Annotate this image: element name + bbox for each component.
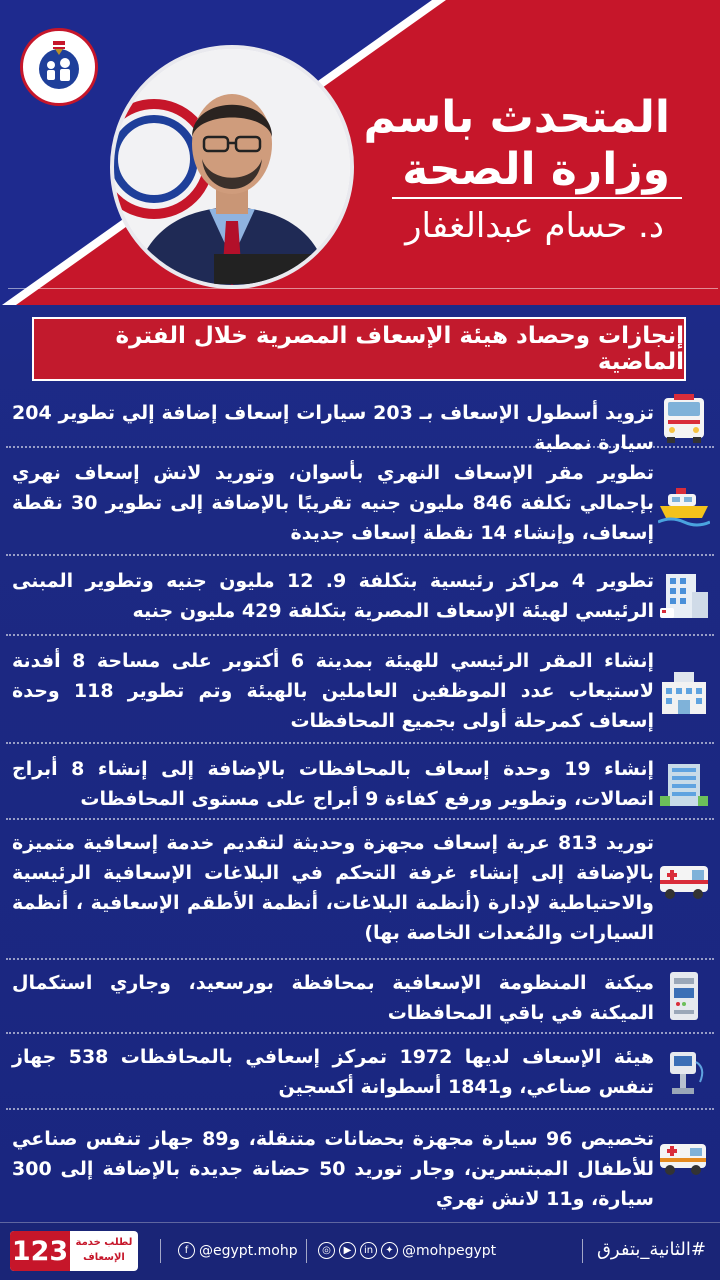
headquarters-icon (658, 666, 710, 718)
building-icon (658, 570, 710, 622)
facebook-icon[interactable]: f (178, 1242, 195, 1259)
header-title-block (363, 92, 670, 196)
header (0, 0, 720, 305)
achievements-banner (32, 317, 686, 381)
title-divider (392, 197, 682, 199)
ambulance-front-icon (658, 392, 710, 444)
social-links (318, 1242, 496, 1259)
item-text: تخصيص 96 سيارة مجهزة بحضانات متنقلة، و89 جهاز تنفس صناعي للأطفال المبتسرين، وجار توريد 50 حضانة جديدة بالإضافة إلى 300 سيارة، و11 لانش نهري (12, 1128, 655, 1210)
list-item (6, 748, 714, 820)
list-item (6, 452, 714, 556)
ambulance-car-icon (658, 1128, 710, 1180)
item-text: تطوير مقر الإسعاف النهري بأسوان، وتوريد لانش إسعاف نهري بإجمالي تكلفة 846 مليون جنيه تقريبًا بالإضافة إلى تطوير 30 نقطة إسعاف، وإنشاء 14 نقطة إسعاف جديدة (12, 462, 655, 544)
server-icon (658, 970, 710, 1022)
footer-divider (306, 1239, 307, 1263)
speaker-name: د. حسام عبدالغفار (405, 206, 664, 246)
item-text: ميكنة المنظومة الإسعافية بمحافظة بورسعيد، وجاري استكمال الميكنة في باقي المحافظات (12, 972, 654, 1024)
header-title-line1: المتحدث باسم (363, 92, 670, 143)
banner-title: إنجازات وحصاد هيئة الإسعاف المصرية خلال الفترة الماضية (115, 323, 684, 375)
footer-divider (160, 1239, 161, 1263)
item-text: تزويد أسطول الإسعاف بـ 203 سيارات إسعاف إضافة إلي تطوير 204 سيارة نمطية (12, 402, 654, 454)
hotline-number: 123 (10, 1231, 70, 1271)
ministry-logo (20, 28, 98, 106)
youtube-icon[interactable]: ▶ (339, 1242, 356, 1259)
footer-divider (582, 1239, 583, 1263)
list-item (6, 560, 714, 636)
footer-hashtag: #الثانية_بتفرق (596, 1239, 706, 1260)
twitter-icon[interactable]: ✦ (381, 1242, 398, 1259)
item-text: هيئة الإسعاف لديها 1972 تمركز إسعافي بالمحافظات 538 جهاز تنفس صناعي، و1841 أسطوانة أكسجين (12, 1046, 654, 1098)
item-text: تطوير 4 مراكز رئيسية بتكلفة 9. 12 مليون جنيه وتطوير المبنى الرئيسي لهيئة الإسعاف المصرية بتكلفة 429 مليون جنيه (12, 570, 655, 622)
speaker-portrait (110, 45, 354, 289)
item-text: إنشاء 19 وحدة إسعاف بالمحافظات بالإضافة إلى إنشاء 8 أبراج اتصالات، وتطوير ورفع كفاءة 9 أبراج على مستوى المحافظات (12, 758, 655, 810)
list-item (6, 390, 714, 454)
list-item (6, 1038, 714, 1110)
instagram-icon[interactable]: ◎ (318, 1242, 335, 1259)
facebook-link[interactable] (178, 1242, 298, 1259)
list-item (6, 964, 714, 1034)
ministry-emblem-icon (31, 39, 87, 95)
tower-building-icon (658, 756, 710, 808)
ambulance-vehicle-icon (658, 852, 710, 904)
list-item (6, 1114, 714, 1218)
linkedin-icon[interactable]: in (360, 1242, 377, 1259)
facebook-handle[interactable]: @egypt.mohp (199, 1242, 298, 1259)
header-bottom-divider (8, 288, 718, 289)
header-title-line2: وزارة الصحة (402, 144, 670, 195)
item-text: توريد 813 عربة إسعاف مجهزة وحديثة لتقديم خدمة إسعافية متميزة بالإضافة إلى إنشاء غرفة التحكم في البلاغات الإسعافية الرئيسية والاحتياطية لإدارة (أنظمة البلاغات، أنظمة الأطقم الإسعافية ، أنظمة السيارات والمُعدات الخاصة بها) (12, 832, 654, 944)
list-item (6, 640, 714, 744)
hotline-badge[interactable] (10, 1231, 138, 1271)
social-handle[interactable]: @mohpegypt (402, 1242, 497, 1259)
list-item (6, 824, 714, 960)
ventilator-icon (658, 1048, 710, 1100)
ambulance-boat-icon (658, 476, 710, 528)
item-text: إنشاء المقر الرئيسي للهيئة بمدينة 6 أكتوبر على مساحة 8 أفدنة لاستيعاب عدد الموظفين العاملين بالهيئة وتم تطوير 118 وحدة إسعاف كمرحلة أولى بجميع المحافظات (12, 650, 654, 732)
footer (0, 1222, 720, 1280)
hotline-label: لطلب خدمة الإسعاف (75, 1237, 133, 1263)
